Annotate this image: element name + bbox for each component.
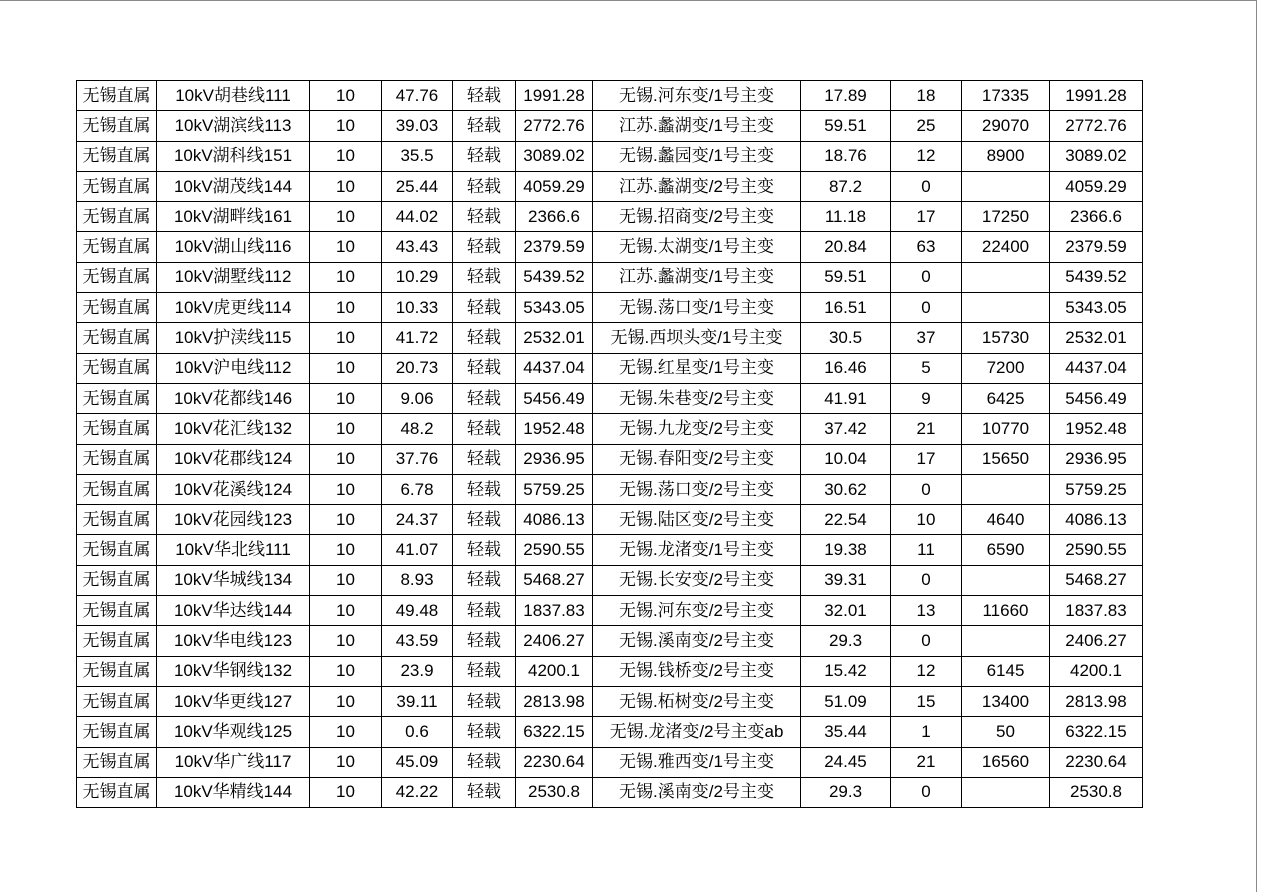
voltage-cell: 10: [310, 565, 382, 595]
capacity-cell: 29070: [962, 111, 1050, 141]
transformer-load-rate-cell: 29.3: [801, 626, 891, 656]
margin-cell: 2532.01: [516, 323, 593, 353]
voltage-cell: 10: [310, 535, 382, 565]
table-row: [77, 141, 1143, 171]
margin-repeat-cell: 4059.29: [1050, 171, 1143, 201]
margin-cell: 2530.8: [516, 777, 593, 807]
margin-repeat-cell: 2936.95: [1050, 444, 1143, 474]
table-row: [77, 262, 1143, 292]
voltage-cell: 10: [310, 656, 382, 686]
load-status-cell: 轻载: [453, 717, 516, 747]
margin-repeat-cell: 2230.64: [1050, 747, 1143, 777]
table-row: [77, 111, 1143, 141]
margin-repeat-cell: 3089.02: [1050, 141, 1143, 171]
count-cell: 63: [891, 232, 962, 262]
margin-repeat-cell: 1991.28: [1050, 81, 1143, 111]
load-rate-cell: 49.48: [382, 596, 453, 626]
voltage-cell: 10: [310, 353, 382, 383]
margin-cell: 4200.1: [516, 656, 593, 686]
margin-repeat-cell: 1837.83: [1050, 596, 1143, 626]
count-cell: 0: [891, 626, 962, 656]
transformer-cell: 无锡.溪南变/2号主变: [593, 626, 801, 656]
margin-repeat-cell: 5759.25: [1050, 474, 1143, 504]
load-status-cell: 轻载: [453, 505, 516, 535]
transformer-cell: 无锡.长安变/2号主变: [593, 565, 801, 595]
load-status-cell: 轻载: [453, 353, 516, 383]
count-cell: 0: [891, 262, 962, 292]
capacity-cell: 11660: [962, 596, 1050, 626]
margin-cell: 1837.83: [516, 596, 593, 626]
transformer-cell: 无锡.红星变/1号主变: [593, 353, 801, 383]
load-status-cell: 轻载: [453, 656, 516, 686]
margin-repeat-cell: 2366.6: [1050, 202, 1143, 232]
unit-cell: 无锡直属: [77, 81, 157, 111]
table-row: [77, 565, 1143, 595]
load-status-cell: 轻载: [453, 202, 516, 232]
unit-cell: 无锡直属: [77, 111, 157, 141]
count-cell: 37: [891, 323, 962, 353]
capacity-cell: [962, 565, 1050, 595]
unit-cell: 无锡直属: [77, 777, 157, 807]
unit-cell: 无锡直属: [77, 656, 157, 686]
load-rate-cell: 6.78: [382, 474, 453, 504]
load-rate-cell: 0.6: [382, 717, 453, 747]
count-cell: 11: [891, 535, 962, 565]
transformer-load-rate-cell: 19.38: [801, 535, 891, 565]
unit-cell: 无锡直属: [77, 686, 157, 716]
transformer-cell: 无锡.柘树变/2号主变: [593, 686, 801, 716]
margin-cell: 2230.64: [516, 747, 593, 777]
voltage-cell: 10: [310, 293, 382, 323]
margin-cell: 4086.13: [516, 505, 593, 535]
load-rate-cell: 43.43: [382, 232, 453, 262]
voltage-cell: 10: [310, 777, 382, 807]
feeder-name-cell: 10kV华观线125: [157, 717, 310, 747]
margin-repeat-cell: 2532.01: [1050, 323, 1143, 353]
transformer-cell: 无锡.雅西变/1号主变: [593, 747, 801, 777]
load-rate-cell: 45.09: [382, 747, 453, 777]
transformer-load-rate-cell: 16.46: [801, 353, 891, 383]
load-rate-cell: 39.11: [382, 686, 453, 716]
load-status-cell: 轻载: [453, 747, 516, 777]
capacity-cell: [962, 777, 1050, 807]
table-row: [77, 626, 1143, 656]
transformer-cell: 无锡.龙渚变/2号主变ab: [593, 717, 801, 747]
load-rate-cell: 10.33: [382, 293, 453, 323]
load-status-cell: 轻载: [453, 262, 516, 292]
voltage-cell: 10: [310, 626, 382, 656]
margin-repeat-cell: 4086.13: [1050, 505, 1143, 535]
feeder-name-cell: 10kV湖墅线112: [157, 262, 310, 292]
transformer-load-rate-cell: 10.04: [801, 444, 891, 474]
feeder-name-cell: 10kV花汇线132: [157, 414, 310, 444]
transformer-load-rate-cell: 59.51: [801, 262, 891, 292]
feeder-name-cell: 10kV虎更线114: [157, 293, 310, 323]
capacity-cell: 6425: [962, 383, 1050, 413]
count-cell: 21: [891, 747, 962, 777]
feeder-name-cell: 10kV护渎线115: [157, 323, 310, 353]
table-row: [77, 656, 1143, 686]
capacity-cell: [962, 262, 1050, 292]
feeder-name-cell: 10kV湖滨线113: [157, 111, 310, 141]
unit-cell: 无锡直属: [77, 353, 157, 383]
load-status-cell: 轻载: [453, 414, 516, 444]
load-status-cell: 轻载: [453, 474, 516, 504]
feeder-name-cell: 10kV花溪线124: [157, 474, 310, 504]
transformer-cell: 江苏.蠡湖变/2号主变: [593, 171, 801, 201]
table-row: [77, 505, 1143, 535]
load-rate-cell: 25.44: [382, 171, 453, 201]
feeder-name-cell: 10kV花都线146: [157, 383, 310, 413]
margin-cell: 5439.52: [516, 262, 593, 292]
transformer-load-rate-cell: 87.2: [801, 171, 891, 201]
transformer-load-rate-cell: 18.76: [801, 141, 891, 171]
voltage-cell: 10: [310, 262, 382, 292]
unit-cell: 无锡直属: [77, 141, 157, 171]
unit-cell: 无锡直属: [77, 474, 157, 504]
unit-cell: 无锡直属: [77, 383, 157, 413]
unit-cell: 无锡直属: [77, 565, 157, 595]
margin-repeat-cell: 2813.98: [1050, 686, 1143, 716]
transformer-load-rate-cell: 30.5: [801, 323, 891, 353]
margin-cell: 4437.04: [516, 353, 593, 383]
table-row: [77, 535, 1143, 565]
voltage-cell: 10: [310, 171, 382, 201]
count-cell: 0: [891, 171, 962, 201]
transformer-cell: 无锡.河东变/2号主变: [593, 596, 801, 626]
feeder-name-cell: 10kV华城线134: [157, 565, 310, 595]
capacity-cell: 7200: [962, 353, 1050, 383]
feeder-name-cell: 10kV沪电线112: [157, 353, 310, 383]
transformer-cell: 无锡.春阳变/2号主变: [593, 444, 801, 474]
count-cell: 12: [891, 656, 962, 686]
capacity-cell: 8900: [962, 141, 1050, 171]
table-row: [77, 777, 1143, 807]
load-rate-cell: 41.72: [382, 323, 453, 353]
voltage-cell: 10: [310, 81, 382, 111]
margin-cell: 5456.49: [516, 383, 593, 413]
margin-cell: 5759.25: [516, 474, 593, 504]
count-cell: 0: [891, 293, 962, 323]
load-status-cell: 轻载: [453, 81, 516, 111]
load-status-cell: 轻载: [453, 141, 516, 171]
load-rate-cell: 48.2: [382, 414, 453, 444]
unit-cell: 无锡直属: [77, 414, 157, 444]
unit-cell: 无锡直属: [77, 717, 157, 747]
unit-cell: 无锡直属: [77, 323, 157, 353]
table-row: [77, 81, 1143, 111]
feeder-load-table: [76, 80, 1143, 808]
count-cell: 25: [891, 111, 962, 141]
feeder-name-cell: 10kV湖茂线144: [157, 171, 310, 201]
count-cell: 10: [891, 505, 962, 535]
transformer-load-rate-cell: 41.91: [801, 383, 891, 413]
load-status-cell: 轻载: [453, 777, 516, 807]
margin-cell: 2366.6: [516, 202, 593, 232]
load-status-cell: 轻载: [453, 626, 516, 656]
margin-cell: 3089.02: [516, 141, 593, 171]
transformer-load-rate-cell: 37.42: [801, 414, 891, 444]
capacity-cell: 13400: [962, 686, 1050, 716]
transformer-cell: 无锡.河东变/1号主变: [593, 81, 801, 111]
transformer-load-rate-cell: 35.44: [801, 717, 891, 747]
margin-repeat-cell: 5468.27: [1050, 565, 1143, 595]
voltage-cell: 10: [310, 414, 382, 444]
capacity-cell: 17250: [962, 202, 1050, 232]
table-row: [77, 232, 1143, 262]
feeder-name-cell: 10kV华钢线132: [157, 656, 310, 686]
load-status-cell: 轻载: [453, 111, 516, 141]
count-cell: 17: [891, 202, 962, 232]
voltage-cell: 10: [310, 717, 382, 747]
capacity-cell: 22400: [962, 232, 1050, 262]
voltage-cell: 10: [310, 141, 382, 171]
table-row: [77, 383, 1143, 413]
transformer-cell: 无锡.西坝头变/1号主变: [593, 323, 801, 353]
load-rate-cell: 39.03: [382, 111, 453, 141]
feeder-name-cell: 10kV胡巷线111: [157, 81, 310, 111]
load-rate-cell: 20.73: [382, 353, 453, 383]
margin-repeat-cell: 4437.04: [1050, 353, 1143, 383]
feeder-name-cell: 10kV湖科线151: [157, 141, 310, 171]
load-status-cell: 轻载: [453, 565, 516, 595]
margin-repeat-cell: 5439.52: [1050, 262, 1143, 292]
transformer-load-rate-cell: 24.45: [801, 747, 891, 777]
transformer-load-rate-cell: 11.18: [801, 202, 891, 232]
voltage-cell: 10: [310, 686, 382, 716]
load-rate-cell: 8.93: [382, 565, 453, 595]
unit-cell: 无锡直属: [77, 596, 157, 626]
transformer-cell: 无锡.朱巷变/2号主变: [593, 383, 801, 413]
transformer-cell: 江苏.蠡湖变/1号主变: [593, 262, 801, 292]
margin-repeat-cell: 1952.48: [1050, 414, 1143, 444]
margin-cell: 1991.28: [516, 81, 593, 111]
transformer-load-rate-cell: 51.09: [801, 686, 891, 716]
voltage-cell: 10: [310, 596, 382, 626]
margin-cell: 2379.59: [516, 232, 593, 262]
load-rate-cell: 10.29: [382, 262, 453, 292]
transformer-cell: 无锡.龙渚变/1号主变: [593, 535, 801, 565]
load-rate-cell: 23.9: [382, 656, 453, 686]
capacity-cell: [962, 626, 1050, 656]
feeder-name-cell: 10kV花郡线124: [157, 444, 310, 474]
margin-repeat-cell: 2406.27: [1050, 626, 1143, 656]
load-status-cell: 轻载: [453, 596, 516, 626]
count-cell: 5: [891, 353, 962, 383]
count-cell: 15: [891, 686, 962, 716]
transformer-cell: 无锡.钱桥变/2号主变: [593, 656, 801, 686]
margin-cell: 2936.95: [516, 444, 593, 474]
feeder-name-cell: 10kV花园线123: [157, 505, 310, 535]
table-row: [77, 171, 1143, 201]
transformer-load-rate-cell: 17.89: [801, 81, 891, 111]
transformer-cell: 无锡.太湖变/1号主变: [593, 232, 801, 262]
load-status-cell: 轻载: [453, 232, 516, 262]
margin-cell: 2772.76: [516, 111, 593, 141]
voltage-cell: 10: [310, 383, 382, 413]
table-row: [77, 353, 1143, 383]
feeder-name-cell: 10kV华北线111: [157, 535, 310, 565]
load-status-cell: 轻载: [453, 535, 516, 565]
unit-cell: 无锡直属: [77, 171, 157, 201]
load-status-cell: 轻载: [453, 686, 516, 716]
unit-cell: 无锡直属: [77, 535, 157, 565]
page-edge-right: [1256, 0, 1257, 892]
capacity-cell: 4640: [962, 505, 1050, 535]
load-rate-cell: 37.76: [382, 444, 453, 474]
margin-cell: 1952.48: [516, 414, 593, 444]
table-row: [77, 202, 1143, 232]
capacity-cell: 6145: [962, 656, 1050, 686]
capacity-cell: [962, 171, 1050, 201]
margin-cell: 2813.98: [516, 686, 593, 716]
feeder-name-cell: 10kV华精线144: [157, 777, 310, 807]
transformer-load-rate-cell: 30.62: [801, 474, 891, 504]
margin-cell: 5468.27: [516, 565, 593, 595]
margin-repeat-cell: 2379.59: [1050, 232, 1143, 262]
margin-cell: 4059.29: [516, 171, 593, 201]
margin-cell: 6322.15: [516, 717, 593, 747]
load-status-cell: 轻载: [453, 444, 516, 474]
margin-repeat-cell: 2530.8: [1050, 777, 1143, 807]
page-edge-top: [0, 0, 1257, 1]
unit-cell: 无锡直属: [77, 505, 157, 535]
count-cell: 1: [891, 717, 962, 747]
table-row: [77, 596, 1143, 626]
voltage-cell: 10: [310, 202, 382, 232]
voltage-cell: 10: [310, 232, 382, 262]
transformer-load-rate-cell: 16.51: [801, 293, 891, 323]
margin-cell: 5343.05: [516, 293, 593, 323]
count-cell: 17: [891, 444, 962, 474]
load-rate-cell: 42.22: [382, 777, 453, 807]
load-rate-cell: 44.02: [382, 202, 453, 232]
feeder-name-cell: 10kV湖山线116: [157, 232, 310, 262]
table-row: [77, 686, 1143, 716]
margin-cell: 2406.27: [516, 626, 593, 656]
load-status-cell: 轻载: [453, 171, 516, 201]
table-row: [77, 444, 1143, 474]
transformer-cell: 无锡.招商变/2号主变: [593, 202, 801, 232]
unit-cell: 无锡直属: [77, 444, 157, 474]
margin-repeat-cell: 6322.15: [1050, 717, 1143, 747]
voltage-cell: 10: [310, 747, 382, 777]
voltage-cell: 10: [310, 111, 382, 141]
transformer-cell: 无锡.荡口变/2号主变: [593, 474, 801, 504]
count-cell: 0: [891, 777, 962, 807]
margin-repeat-cell: 4200.1: [1050, 656, 1143, 686]
table-row: [77, 474, 1143, 504]
count-cell: 0: [891, 565, 962, 595]
capacity-cell: 6590: [962, 535, 1050, 565]
feeder-name-cell: 10kV华广线117: [157, 747, 310, 777]
transformer-cell: 无锡.陆区变/2号主变: [593, 505, 801, 535]
capacity-cell: 17335: [962, 81, 1050, 111]
unit-cell: 无锡直属: [77, 232, 157, 262]
transformer-cell: 无锡.蠡园变/1号主变: [593, 141, 801, 171]
feeder-name-cell: 10kV华达线144: [157, 596, 310, 626]
capacity-cell: 50: [962, 717, 1050, 747]
load-rate-cell: 43.59: [382, 626, 453, 656]
voltage-cell: 10: [310, 323, 382, 353]
count-cell: 13: [891, 596, 962, 626]
capacity-cell: 15730: [962, 323, 1050, 353]
capacity-cell: 15650: [962, 444, 1050, 474]
load-status-cell: 轻载: [453, 293, 516, 323]
transformer-load-rate-cell: 29.3: [801, 777, 891, 807]
feeder-name-cell: 10kV湖畔线161: [157, 202, 310, 232]
voltage-cell: 10: [310, 505, 382, 535]
transformer-cell: 无锡.荡口变/1号主变: [593, 293, 801, 323]
margin-repeat-cell: 5343.05: [1050, 293, 1143, 323]
count-cell: 9: [891, 383, 962, 413]
unit-cell: 无锡直属: [77, 626, 157, 656]
table-row: [77, 293, 1143, 323]
table-row: [77, 747, 1143, 777]
margin-repeat-cell: 5456.49: [1050, 383, 1143, 413]
transformer-cell: 无锡.溪南变/2号主变: [593, 777, 801, 807]
count-cell: 18: [891, 81, 962, 111]
voltage-cell: 10: [310, 444, 382, 474]
capacity-cell: [962, 474, 1050, 504]
count-cell: 21: [891, 414, 962, 444]
transformer-load-rate-cell: 22.54: [801, 505, 891, 535]
unit-cell: 无锡直属: [77, 747, 157, 777]
load-rate-cell: 9.06: [382, 383, 453, 413]
margin-repeat-cell: 2590.55: [1050, 535, 1143, 565]
table-row: [77, 717, 1143, 747]
table-row: [77, 323, 1143, 353]
feeder-name-cell: 10kV华更线127: [157, 686, 310, 716]
capacity-cell: [962, 293, 1050, 323]
transformer-load-rate-cell: 20.84: [801, 232, 891, 262]
capacity-cell: 16560: [962, 747, 1050, 777]
load-status-cell: 轻载: [453, 323, 516, 353]
count-cell: 0: [891, 474, 962, 504]
transformer-cell: 江苏.蠡湖变/1号主变: [593, 111, 801, 141]
count-cell: 12: [891, 141, 962, 171]
capacity-cell: 10770: [962, 414, 1050, 444]
transformer-load-rate-cell: 32.01: [801, 596, 891, 626]
transformer-load-rate-cell: 39.31: [801, 565, 891, 595]
transformer-cell: 无锡.九龙变/2号主变: [593, 414, 801, 444]
margin-cell: 2590.55: [516, 535, 593, 565]
voltage-cell: 10: [310, 474, 382, 504]
transformer-load-rate-cell: 59.51: [801, 111, 891, 141]
feeder-name-cell: 10kV华电线123: [157, 626, 310, 656]
load-status-cell: 轻载: [453, 383, 516, 413]
load-rate-cell: 41.07: [382, 535, 453, 565]
load-rate-cell: 24.37: [382, 505, 453, 535]
unit-cell: 无锡直属: [77, 262, 157, 292]
table-row: [77, 414, 1143, 444]
load-rate-cell: 47.76: [382, 81, 453, 111]
transformer-load-rate-cell: 15.42: [801, 656, 891, 686]
load-rate-cell: 35.5: [382, 141, 453, 171]
unit-cell: 无锡直属: [77, 202, 157, 232]
unit-cell: 无锡直属: [77, 293, 157, 323]
margin-repeat-cell: 2772.76: [1050, 111, 1143, 141]
